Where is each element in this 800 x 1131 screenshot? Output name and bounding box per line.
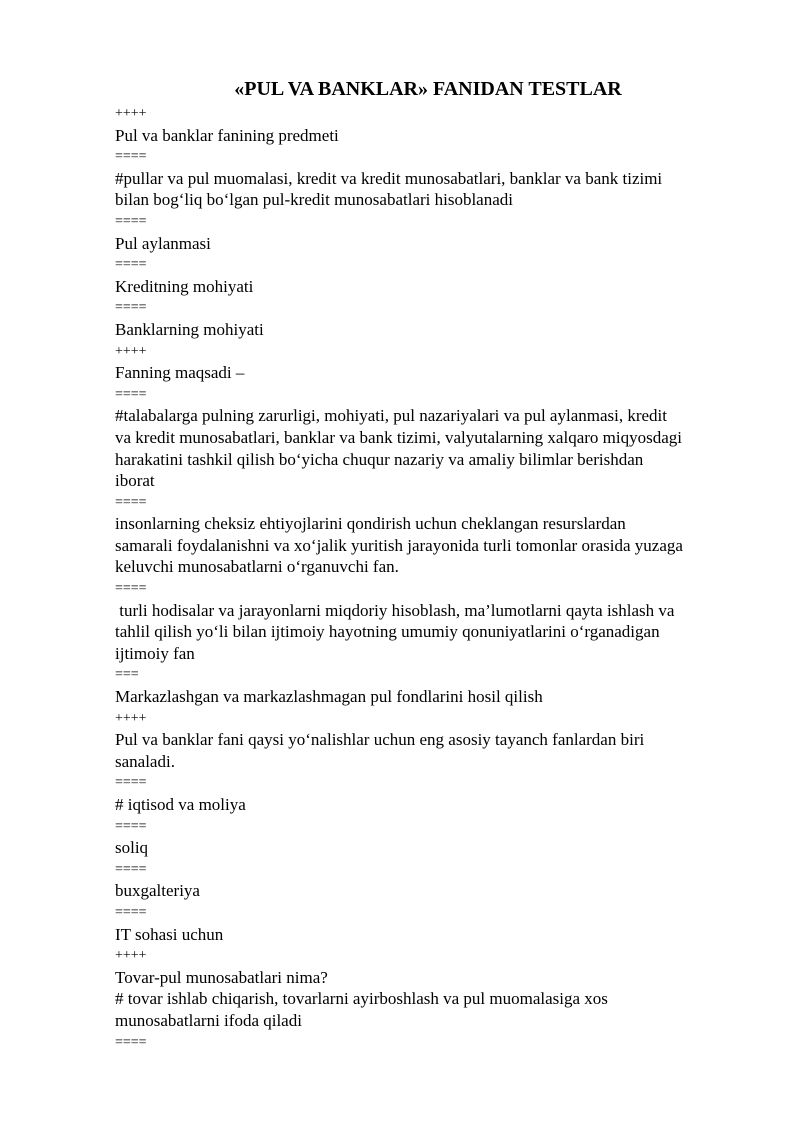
text-line: # tovar ishlab chiqarish, tovarlarni ayirboshlash va pul muomalasiga xos [115, 989, 608, 1009]
text-line: #talabalarga pulning zarurligi, mohiyati, pul nazariyalari va pul aylanmasi, kredit [115, 406, 668, 426]
separator-line: ==== [115, 149, 147, 165]
separator-line: ++++ [115, 106, 147, 121]
text-line: Markazlashgan va markazlashmagan pul fondlarini hosil qilish [115, 687, 543, 707]
text-line: Tovar-pul munosabatlari nima? [115, 967, 328, 987]
text-line: buxgalteriya [115, 881, 200, 901]
separator-line: === [115, 667, 139, 683]
text-line: Fanning maqsadi – [115, 363, 245, 383]
text-line: ijtimoiy fan [115, 643, 195, 663]
text-line: IT sohasi uchun [115, 924, 224, 944]
text-line: Pul aylanmasi [115, 233, 211, 253]
separator-line: ==== [115, 213, 147, 229]
separator-line: ==== [115, 861, 147, 877]
text-line: # iqtisod va moliya [115, 795, 246, 814]
text-line: bilan bog‘liq bo‘lgan pul-kredit munosabatlari hisoblanadi [115, 190, 513, 210]
separator-line: ==== [115, 494, 147, 510]
separator-line: ==== [115, 904, 147, 920]
text-line: Pul va banklar fani qaysi yo‘nalishlar uchun eng asosiy tayanch fanlardan biri [115, 730, 645, 750]
document-body [115, 103, 755, 1053]
separator-line: ==== [115, 386, 147, 402]
separator-line: ==== [115, 775, 147, 791]
text-line: Kreditning mohiyati [115, 276, 254, 296]
text-line: keluvchi munosabatlarni o‘rganuvchi fan. [115, 557, 399, 577]
separator-line: ==== [115, 257, 147, 273]
text-line: #pullar va pul muomalasi, kredit va kredit munosabatlari, banklar va bank tizimi [115, 168, 663, 188]
text-line: harakatini tashkil qilish bo‘yicha chuqur nazariy va amaliy bilimlar berishdan [115, 449, 644, 469]
text-line: insonlarning cheksiz ehtiyojlarini qondirish uchun cheklangan resurslardan [115, 514, 626, 534]
text-line: munosabatlarni ifoda qiladi [115, 1010, 302, 1030]
document-title: «PUL VA BANKLAR» FANIDAN TESTLAR [234, 78, 622, 100]
text-line: turli hodisalar va jarayonlarni miqdoriy hisoblash, ma’lumotlarni qayta ishlash va [115, 600, 675, 620]
text-line: va kredit munosabatlari, banklar va bank tizimi, valyutalarning xalqaro miqyosdagi [115, 427, 682, 447]
text-line: Banklarning mohiyati [115, 319, 264, 339]
text-line: tahlil qilish yo‘li bilan ijtimoiy hayotning umumiy qonuniyatlarini o‘rganadigan [115, 622, 660, 642]
separator-line: ==== [115, 300, 147, 316]
text-line: iborat [115, 471, 155, 491]
separator-line: ==== [115, 818, 147, 834]
separator-line: ==== [115, 1034, 147, 1050]
separator-line: ++++ [115, 343, 147, 359]
separator-line: ++++ [115, 710, 147, 726]
separator-line: ==== [115, 581, 147, 597]
text-line: Pul va banklar fanining predmeti [115, 125, 339, 145]
separator-line: ++++ [115, 948, 147, 964]
text-line: sanaladi. [115, 751, 175, 771]
text-line: soliq [115, 838, 149, 858]
text-line: samarali foydalanishni va xo‘jalik yuritish jarayonida turli tomonlar orasida yuzaga [115, 535, 683, 555]
